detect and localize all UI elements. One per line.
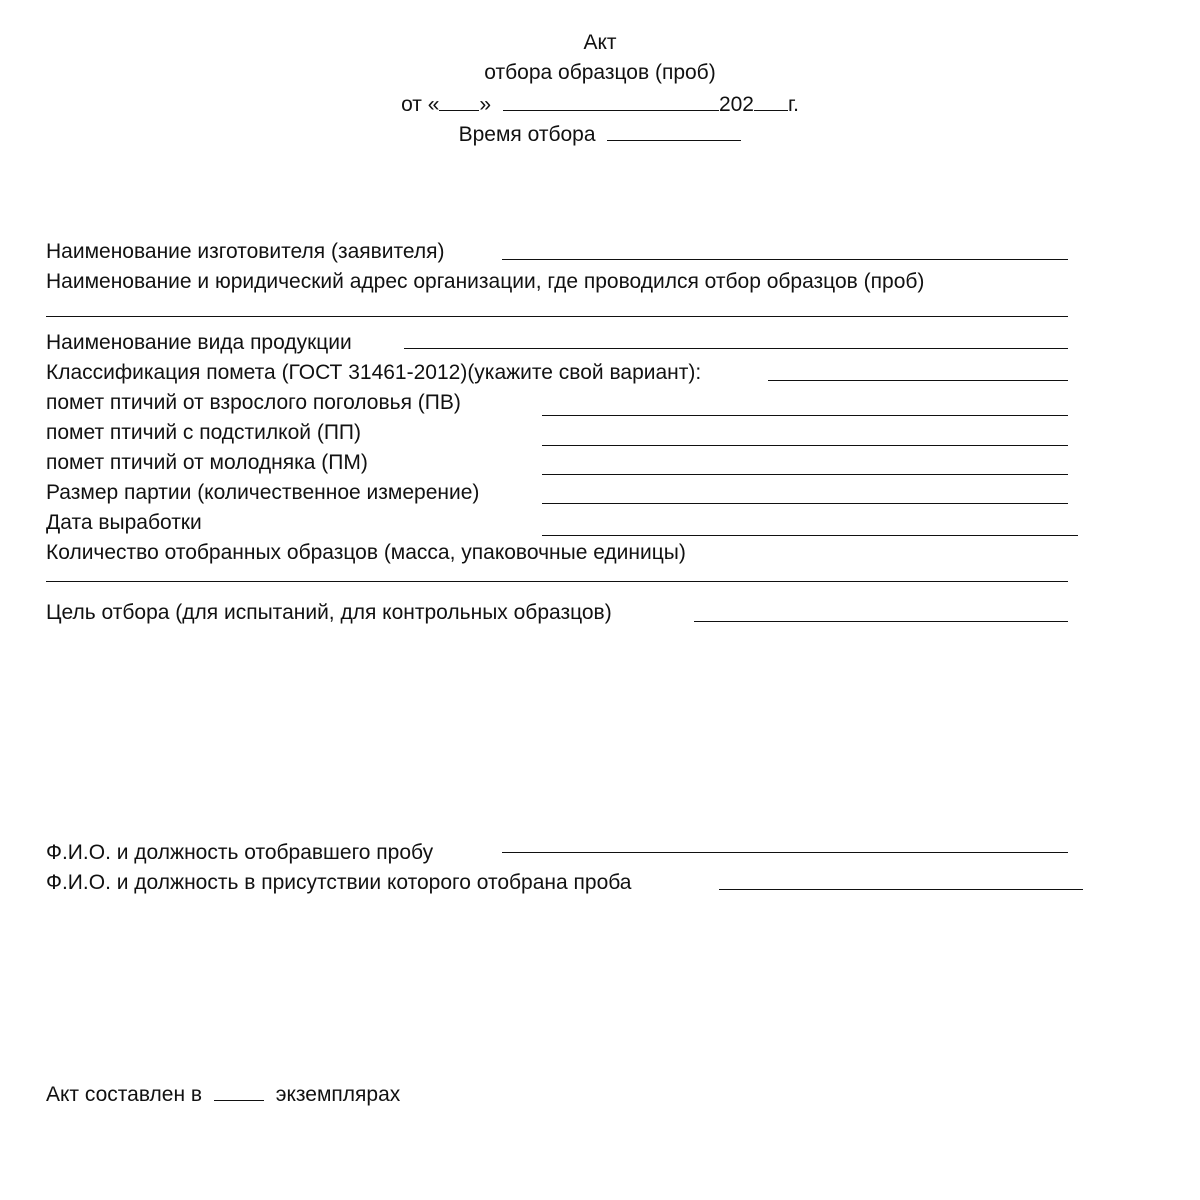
copies-line [46,1082,400,1105]
purpose-field[interactable] [694,621,1068,622]
classification-label: Классификация помета (ГОСТ 31461-2012)(укажите свой вариант): [46,361,702,384]
witness-field[interactable] [719,889,1083,890]
young-poultry-label: помет птичий от молодняка (ПМ) [46,451,368,474]
with-litter-field[interactable] [542,445,1068,446]
sampler-field[interactable] [502,852,1068,853]
date-suffix: г. [788,93,799,116]
sample-quantity-label: Количество отобранных образцов (масса, упаковочные единицы) [46,541,686,564]
time-label: Время отбора [458,123,596,146]
sampler-label: Ф.И.О. и должность отобравшего пробу [46,841,434,864]
young-poultry-field[interactable] [542,474,1068,475]
adult-poultry-field[interactable] [542,415,1068,416]
product-type-label: Наименование вида продукции [46,331,352,354]
time-line [0,122,1200,145]
date-prefix: от « [401,93,440,116]
batch-size-field[interactable] [542,503,1068,504]
production-date-label: Дата выработки [46,511,202,534]
organization-field[interactable] [46,316,1068,317]
adult-poultry-label: помет птичий от взрослого поголовья (ПВ) [46,391,461,414]
manufacturer-label: Наименование изготовителя (заявителя) [46,240,445,263]
date-line [0,92,1200,115]
time-blank[interactable] [607,122,741,141]
batch-size-label: Размер партии (количественное измерение) [46,481,480,504]
sample-quantity-field[interactable] [46,581,1068,582]
product-type-field[interactable] [404,348,1068,349]
date-year: 202 [718,93,754,116]
month-blank[interactable] [503,92,719,111]
purpose-label: Цель отбора (для испытаний, для контрольных образцов) [46,601,612,624]
day-blank[interactable] [439,92,479,111]
year-blank[interactable] [754,92,788,111]
production-date-field[interactable] [542,535,1078,536]
with-litter-label: помет птичий с подстилкой (ПП) [46,421,361,444]
date-quote-close: » [479,93,492,116]
copies-prefix: Акт составлен в [46,1083,203,1106]
document-subtitle: отбора образцов (проб) [484,61,716,84]
copies-suffix: экземплярах [275,1083,401,1106]
classification-field[interactable] [768,380,1068,381]
witness-label: Ф.И.О. и должность в присутствии которого отобрана проба [46,871,632,894]
organization-label: Наименование и юридический адрес организации, где проводился отбор образцов (проб) [46,270,925,293]
document-title: Акт [583,31,617,54]
manufacturer-field[interactable] [502,259,1068,260]
copies-count-blank[interactable] [214,1082,264,1101]
